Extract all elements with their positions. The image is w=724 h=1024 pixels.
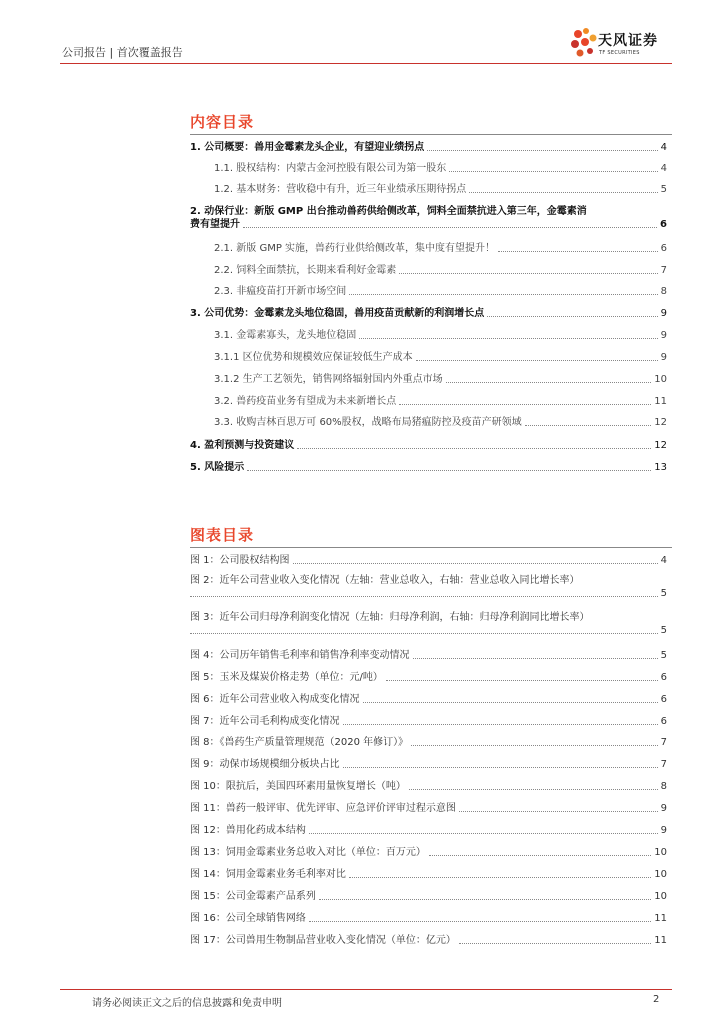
figure-entry[interactable]: 图 7：近年公司毛利构成变化情况 6 (190, 716, 667, 727)
figure-entry[interactable]: 图 16：公司全球销售网络 11 (190, 913, 667, 924)
footer-disclaimer: 请务必阅读正文之后的信息披露和免责申明 (92, 998, 282, 1009)
figure-entry[interactable]: 图 11：兽药一般评审、优先评审、应急评价评审过程示意图 9 (190, 803, 667, 814)
figure-entry[interactable]: 图 9：动保市场规模细分板块占比 7 (190, 759, 667, 770)
toc-entry[interactable]: 3.1.2 生产工艺领先，销售网络辐射国内外重点市场 10 (214, 374, 667, 385)
figure-entry[interactable]: 图 10：限抗后，美国四环素用量恢复增长（吨） 8 (190, 781, 667, 792)
toc-entry[interactable]: 2. 动保行业：新版 GMP 出台推动兽药供给侧改革，饲料全面禁抗进入第三年，金霉素消 费有望提升 6 (190, 206, 667, 230)
page-number: 2 (653, 994, 660, 1005)
toc-entry[interactable]: 1.1. 股权结构：内蒙古金河控股有限公司为第一股东 4 (214, 163, 667, 174)
brand-name: 天风证券 (598, 33, 658, 49)
toc-title: 内容目录 (190, 113, 255, 131)
figures-title-rule (190, 547, 672, 548)
toc-entry[interactable]: 4. 盈利预测与投资建议 12 (190, 440, 667, 451)
toc-entry[interactable]: 1. 公司概要：兽用金霉素龙头企业，有望迎业绩拐点 4 (190, 142, 667, 153)
toc-entry[interactable]: 3.3. 收购吉林百思万可 60%股权，战略布局猪瘟防控及疫苗产研领域 12 (214, 417, 667, 428)
figure-entry[interactable]: 图 15：公司金霉素产品系列 10 (190, 891, 667, 902)
footer-divider (60, 989, 672, 990)
toc-entry[interactable]: 3.1.1 区位优势和规模效应保证较低生产成本 9 (214, 352, 667, 363)
figure-entry[interactable]: 图 14：饲用金霉素业务毛利率对比 10 (190, 869, 667, 880)
toc-entry[interactable]: 2.2. 饲料全面禁抗，长期来看利好金霉素 7 (214, 265, 667, 276)
figure-entry[interactable]: 图 1：公司股权结构图 4 (190, 555, 667, 566)
toc-title-rule (190, 134, 672, 135)
figure-entry[interactable]: 图 2：近年公司营业收入变化情况（左轴：营业总收入，右轴：营业总收入同比增长率） 5 (190, 575, 667, 599)
report-type-header: 公司报告 | 首次覆盖报告 (62, 46, 183, 59)
toc-entry[interactable]: 2.1. 新版 GMP 实施，兽药行业供给侧改革，集中度有望提升！ 6 (214, 243, 667, 254)
figure-entry[interactable]: 图 12：兽用化药成本结构 9 (190, 825, 667, 836)
toc-entry[interactable]: 3. 公司优势：金霉素龙头地位稳固，兽用疫苗贡献新的利润增长点 9 (190, 308, 667, 319)
figure-entry[interactable]: 图 8：《兽药生产质量管理规范（2020 年修订）》 7 (190, 737, 667, 748)
figure-entry[interactable]: 图 5：玉米及煤炭价格走势（单位：元/吨） 6 (190, 672, 667, 683)
figure-entry[interactable]: 图 4：公司历年销售毛利率和销售净利率变动情况 5 (190, 650, 667, 661)
figure-entry[interactable]: 图 3：近年公司归母净利润变化情况（左轴：归母净利润，右轴：归母净利润同比增长率） 5 (190, 612, 667, 636)
toc-entry[interactable]: 2.3. 非瘟疫苗打开新市场空间 8 (214, 286, 667, 297)
brand-subtitle: TF SECURITIES (599, 50, 640, 56)
figures-title: 图表目录 (190, 526, 255, 544)
figure-entry[interactable]: 图 6：近年公司营业收入构成变化情况 6 (190, 694, 667, 705)
toc-entry[interactable]: 1.2. 基本财务：营收稳中有升，近三年业绩承压期待拐点 5 (214, 184, 667, 195)
toc-entry[interactable]: 3.2. 兽药疫苗业务有望成为未来新增长点 11 (214, 396, 667, 407)
header-divider (60, 63, 672, 64)
figure-entry[interactable]: 图 13：饲用金霉素业务总收入对比（单位：百万元） 10 (190, 847, 667, 858)
figure-entry[interactable]: 图 17：公司兽用生物制品营业收入变化情况（单位：亿元） 11 (190, 935, 667, 946)
toc-entry[interactable]: 5. 风险提示 13 (190, 462, 667, 473)
toc-entry[interactable]: 3.1. 金霉素寡头，龙头地位稳固 9 (214, 330, 667, 341)
